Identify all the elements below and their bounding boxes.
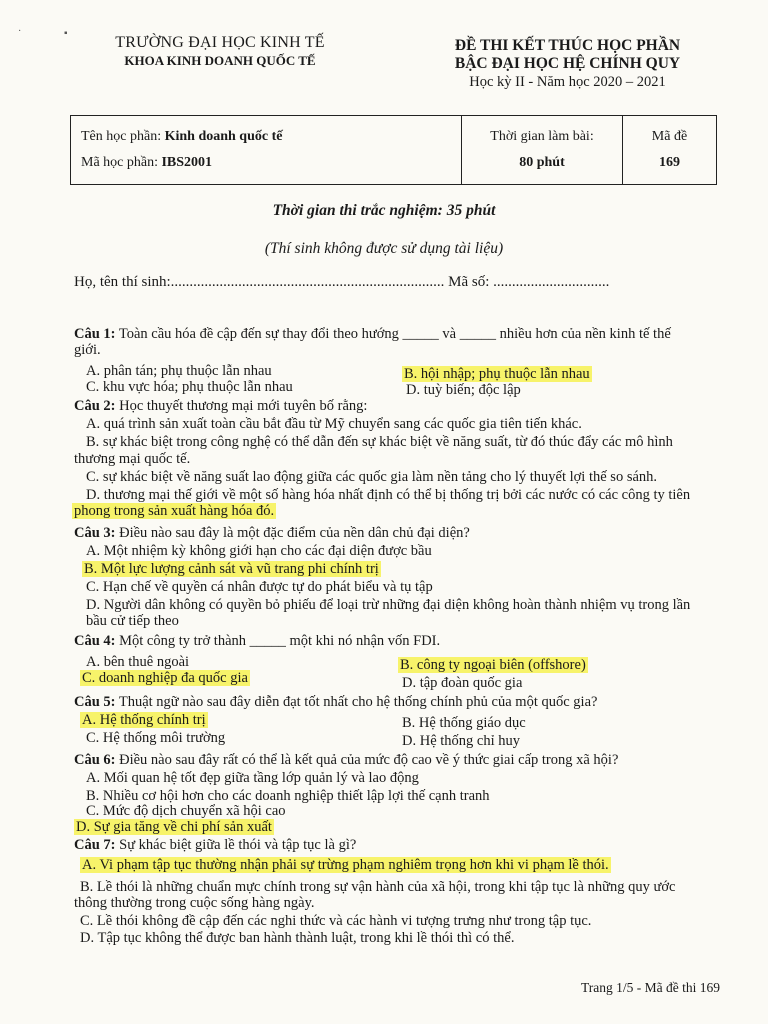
q5-option-b: B. Hệ thống giáo dục xyxy=(402,715,526,731)
question-text: Thuật ngữ nào sau đây diễn đạt tốt nhất cho hệ thống chính phủ của một quốc gia? xyxy=(115,694,598,710)
time-value: 80 phút xyxy=(519,155,565,170)
q3-option-b: B. Một lực lượng cảnh sát và vũ trang phi chính trị xyxy=(84,561,379,577)
q7-option-b-cont: thông thường trong cuộc sống hàng ngày. xyxy=(74,895,315,911)
faculty-name: KHOA KINH DOANH QUỐC TẾ xyxy=(124,53,316,68)
question-text: Một công ty trở thành _____ một khi nó nhận vốn FDI. xyxy=(115,633,441,649)
course-code: IBS2001 xyxy=(161,155,213,170)
q7-option-d: D. Tập tục không thể được ban hành thành luật, trong khi lề thói thì có thể. xyxy=(80,930,515,946)
scan-speck: ▪ xyxy=(64,28,68,39)
course-cell xyxy=(71,116,462,185)
school-header xyxy=(95,34,345,69)
question-text: Học thuyết thương mại mới tuyên bố rằng: xyxy=(115,398,368,414)
q3-option-a: A. Một nhiệm kỳ không giới hạn cho các đại diện được bầu xyxy=(86,543,432,559)
q2-option-a: A. quá trình sản xuất toàn cầu bắt đầu từ Mỹ chuyển sang các quốc gia tiên tiến khác. xyxy=(86,416,582,432)
student-name-line: Họ, tên thí sinh:......................................................................... Mã số: ............................... xyxy=(74,274,610,290)
exam-code-value: 169 xyxy=(659,155,680,170)
question-1 xyxy=(74,326,671,342)
question-1-cont: giới. xyxy=(74,342,101,358)
question-text: Sự khác biệt giữa lề thói và tập tục là gì? xyxy=(115,837,357,853)
time-cell xyxy=(462,116,623,185)
q3-option-d-cont: bầu cử tiếp theo xyxy=(86,613,179,629)
q3-option-c: C. Hạn chế về quyền cá nhân được tự do phát biểu và tụ tập xyxy=(86,579,433,595)
question-number: Câu 1: xyxy=(74,326,116,342)
q4-option-b: B. công ty ngoại biên (offshore) xyxy=(400,657,586,673)
q7-option-a: A. Vi phạm tập tục thường nhận phải sự trừng phạm nghiêm trọng hơn khi vi phạm lề thói. xyxy=(82,857,609,873)
q6-option-c: C. Mức độ dịch chuyển xã hội cao xyxy=(86,803,286,819)
exam-title: ĐỀ THI KẾT THÚC HỌC PHẦN xyxy=(454,37,681,54)
q5-option-d: D. Hệ thống chỉ huy xyxy=(402,733,520,749)
question-number: Câu 7: xyxy=(74,837,116,853)
q7-option-c: C. Lề thói không đề cập đến các nghi thức và các hành vi tượng trưng như trong tập tục. xyxy=(80,913,592,929)
mc-time-note: Thời gian thi trắc nghiệm: 35 phút xyxy=(272,202,496,219)
no-materials-note: (Thí sinh không được sử dụng tài liệu) xyxy=(264,240,504,257)
course-name-label: Tên học phần: xyxy=(81,129,165,144)
question-4 xyxy=(74,633,440,649)
course-name: Kinh doanh quốc tế xyxy=(164,129,283,144)
q1-option-c: C. khu vực hóa; phụ thuộc lẫn nhau xyxy=(86,379,293,395)
q6-option-b: B. Nhiều cơ hội hơn cho các doanh nghiệp thiết lập lợi thế cạnh tranh xyxy=(86,788,490,804)
exam-header xyxy=(420,37,715,91)
exam-term: Học kỳ II - Năm học 2020 – 2021 xyxy=(469,74,666,90)
time-label: Thời gian làm bài: xyxy=(490,129,594,144)
q4-option-d: D. tập đoàn quốc gia xyxy=(402,675,523,691)
question-number: Câu 5: xyxy=(74,694,116,710)
question-3 xyxy=(74,525,470,541)
exam-code-cell xyxy=(623,116,717,185)
question-number: Câu 4: xyxy=(74,633,116,649)
q5-option-c: C. Hệ thống môi trường xyxy=(86,730,226,746)
q4-option-c: C. doanh nghiệp đa quốc gia xyxy=(82,670,248,686)
q2-option-d-cont: phong trong sản xuất hàng hóa đó. xyxy=(74,503,275,519)
q6-option-a: A. Mối quan hệ tốt đẹp giữa tầng lớp quản lý và lao động xyxy=(86,770,419,786)
q2-option-c: C. sự khác biệt về năng suất lao động giữa các quốc gia làm nền tảng cho lý thuyết lợi thế so sánh. xyxy=(86,469,658,485)
course-info-table xyxy=(70,115,717,185)
q4-option-a: A. bên thuê ngoài xyxy=(86,654,190,670)
q3-option-d: D. Người dân không có quyền bỏ phiếu để loại trừ những đại diện không hoàn thành nhiệm vụ trong lần xyxy=(86,597,691,613)
course-code-label: Mã học phần: xyxy=(81,155,162,170)
page-footer: Trang 1/5 - Mã đề thi 169 xyxy=(581,980,720,995)
question-text: Điều nào sau đây rất có thể là kết quả của mức độ cao về ý thức giai cấp trong xã hội? xyxy=(115,752,619,768)
exam-level: BẬC ĐẠI HỌC HỆ CHÍNH QUY xyxy=(454,55,681,72)
question-text: Toàn cầu hóa đề cập đến sự thay đổi theo hướng _____ và _____ nhiều hơn của nền kinh tế thế xyxy=(115,326,671,342)
question-number: Câu 6: xyxy=(74,752,116,768)
q1-option-a: A. phân tán; phụ thuộc lẫn nhau xyxy=(86,363,272,379)
question-number: Câu 2: xyxy=(74,398,116,414)
question-2 xyxy=(74,398,367,414)
question-5 xyxy=(74,694,597,710)
q2-option-b: B. sự khác biệt trong công nghệ có thể dẫn đến sự khác biệt về năng suất, từ đó thúc đẩy các mô hình xyxy=(86,434,673,450)
question-text: Điều nào sau đây là một đặc điểm của nền dân chủ đại diện? xyxy=(115,525,470,541)
q2-option-b-cont: thương mại quốc tế. xyxy=(74,451,191,467)
q7-option-b: B. Lề thói là những chuẩn mực chính trong sự vận hành của xã hội, trong khi tập tục là những quy ước xyxy=(80,879,676,895)
q6-option-d: D. Sự gia tăng về chi phí sản xuất xyxy=(76,819,272,835)
q5-option-a: A. Hệ thống chính trị xyxy=(82,712,206,728)
question-7 xyxy=(74,837,356,853)
question-number: Câu 3: xyxy=(74,525,116,541)
q1-option-b: B. hội nhập; phụ thuộc lẫn nhau xyxy=(404,366,590,382)
q1-option-d: D. tuỳ biến; độc lập xyxy=(406,382,521,398)
question-6 xyxy=(74,752,618,768)
q2-option-d: D. thương mại thế giới về một số hàng hóa nhất định có thể bị thống trị bởi các nước có các công ty tiên xyxy=(86,487,691,503)
scan-speck: · xyxy=(18,26,22,37)
school-name: TRƯỜNG ĐẠI HỌC KINH TẾ xyxy=(115,34,325,51)
exam-code-label: Mã đề xyxy=(651,129,688,144)
